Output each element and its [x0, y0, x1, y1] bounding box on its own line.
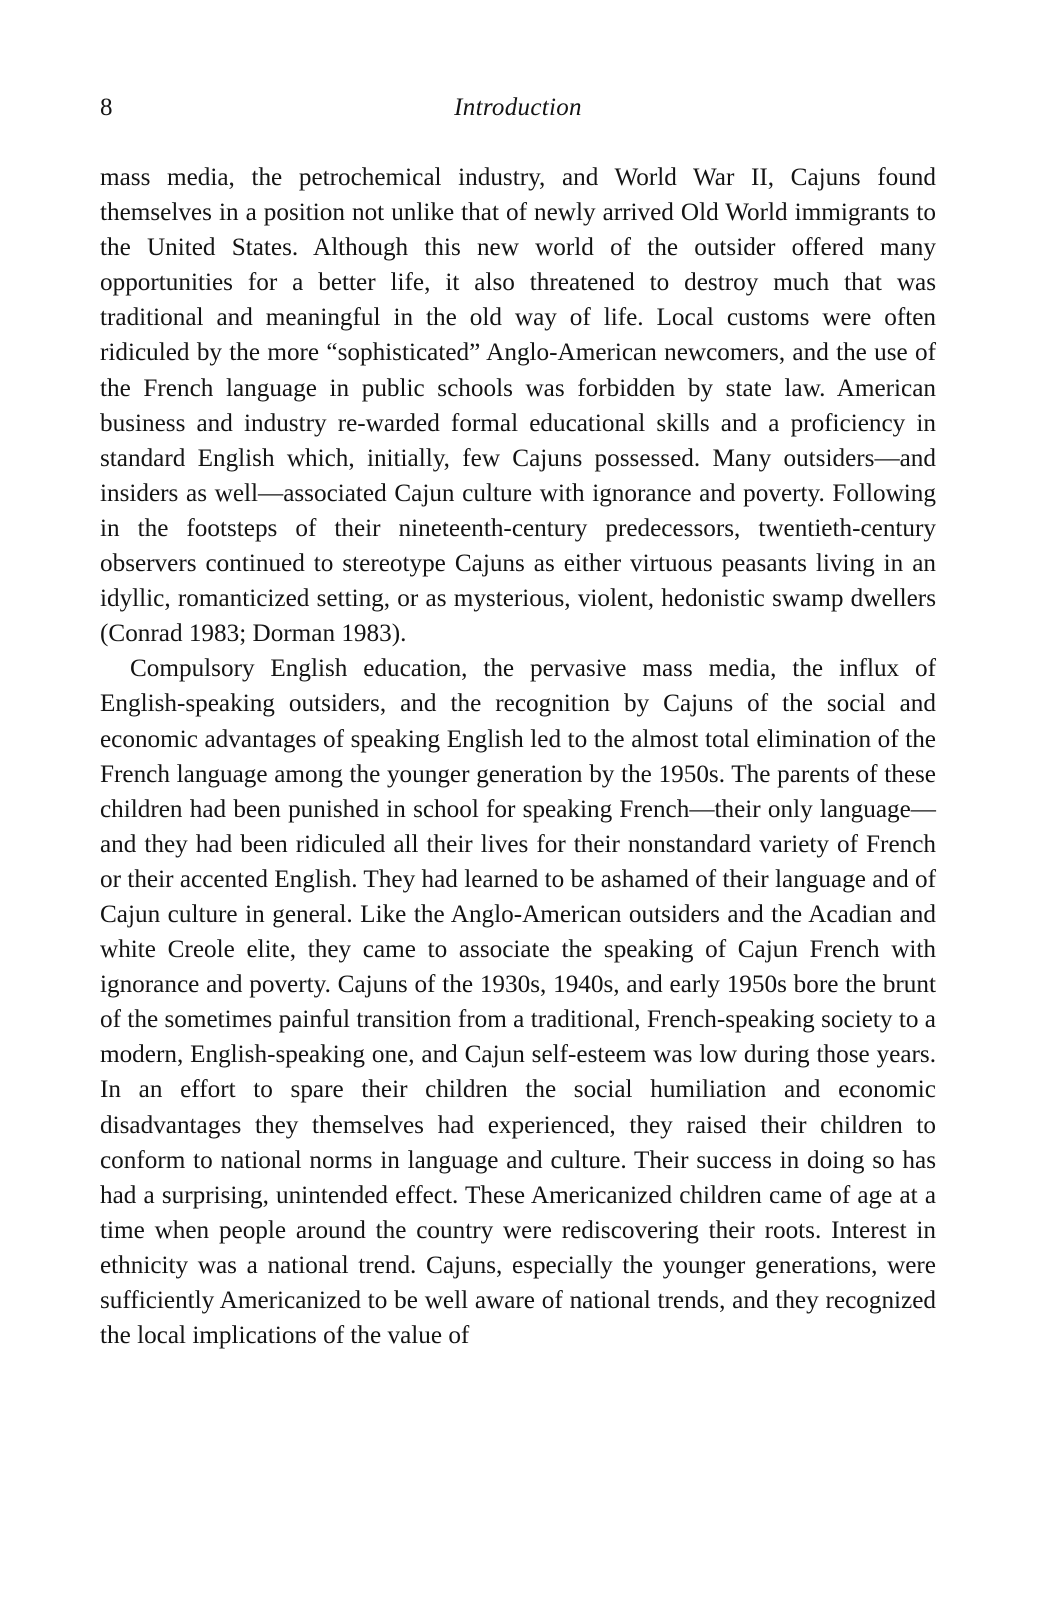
page-number: 8	[100, 94, 113, 121]
running-head: Introduction	[454, 94, 582, 121]
body-text	[100, 160, 936, 1353]
page-header	[100, 94, 936, 134]
paragraph: Compulsory English education, the pervasive mass media, the influx of English-speaking outsiders, and the recognition by Cajuns of the social and economic advantages of speaking English led to the almost total elimination of the French language among the younger generation by the 1950s. The parents of these children had been punished in school for speaking French—their only language—and they had been ridiculed all their lives for their nonstandard variety of French or their accented English. They had learned to be ashamed of their language and of Cajun culture in general. Like the Anglo-American outsiders and the Acadian and white Creole elite, they came to associate the speaking of Cajun French with ignorance and poverty. Cajuns of the 1930s, 1940s, and early 1950s bore the brunt of the sometimes painful transition from a traditional, French-speaking society to a modern, English-speaking one, and Cajun self-esteem was low during those years. In an effort to spare their children the social humiliation and economic disadvantages they themselves had experienced, they raised their children to conform to national norms in language and culture. Their success in doing so has had a surprising, unintended effect. These Americanized children came of age at a time when people around the country were rediscovering their roots. Interest in ethnicity was a national trend. Cajuns, especially the younger generations, were sufficiently Americanized to be well aware of national trends, and they recognized the local implications of the value of	[100, 655, 936, 1350]
paragraph-continued: mass media, the petrochemical industry, and World War II, Cajuns found themselves in a position not unlike that of newly arrived Old World immigrants to the United States. Although this new world of the outsider offered many opportunities for a better life, it also threatened to destroy much that was traditional and meaningful in the old way of life. Local customs were often ridiculed by the more “sophisticated” Anglo-American newcomers, and the use of the French language in public schools was forbidden by state law. American business and industry re-warded formal educational skills and a proficiency in standard English which, initially, few Cajuns possessed. Many outsiders—and insiders as well—associated Cajun culture with ignorance and poverty. Following in the footsteps of their nineteenth-century predecessors, twentieth-century observers continued to stereotype Cajuns as either virtuous peasants living in an idyllic, romanticized setting, or as mysterious, violent, hedonistic swamp dwellers (Conrad 1983; Dorman 1983).	[100, 164, 936, 648]
